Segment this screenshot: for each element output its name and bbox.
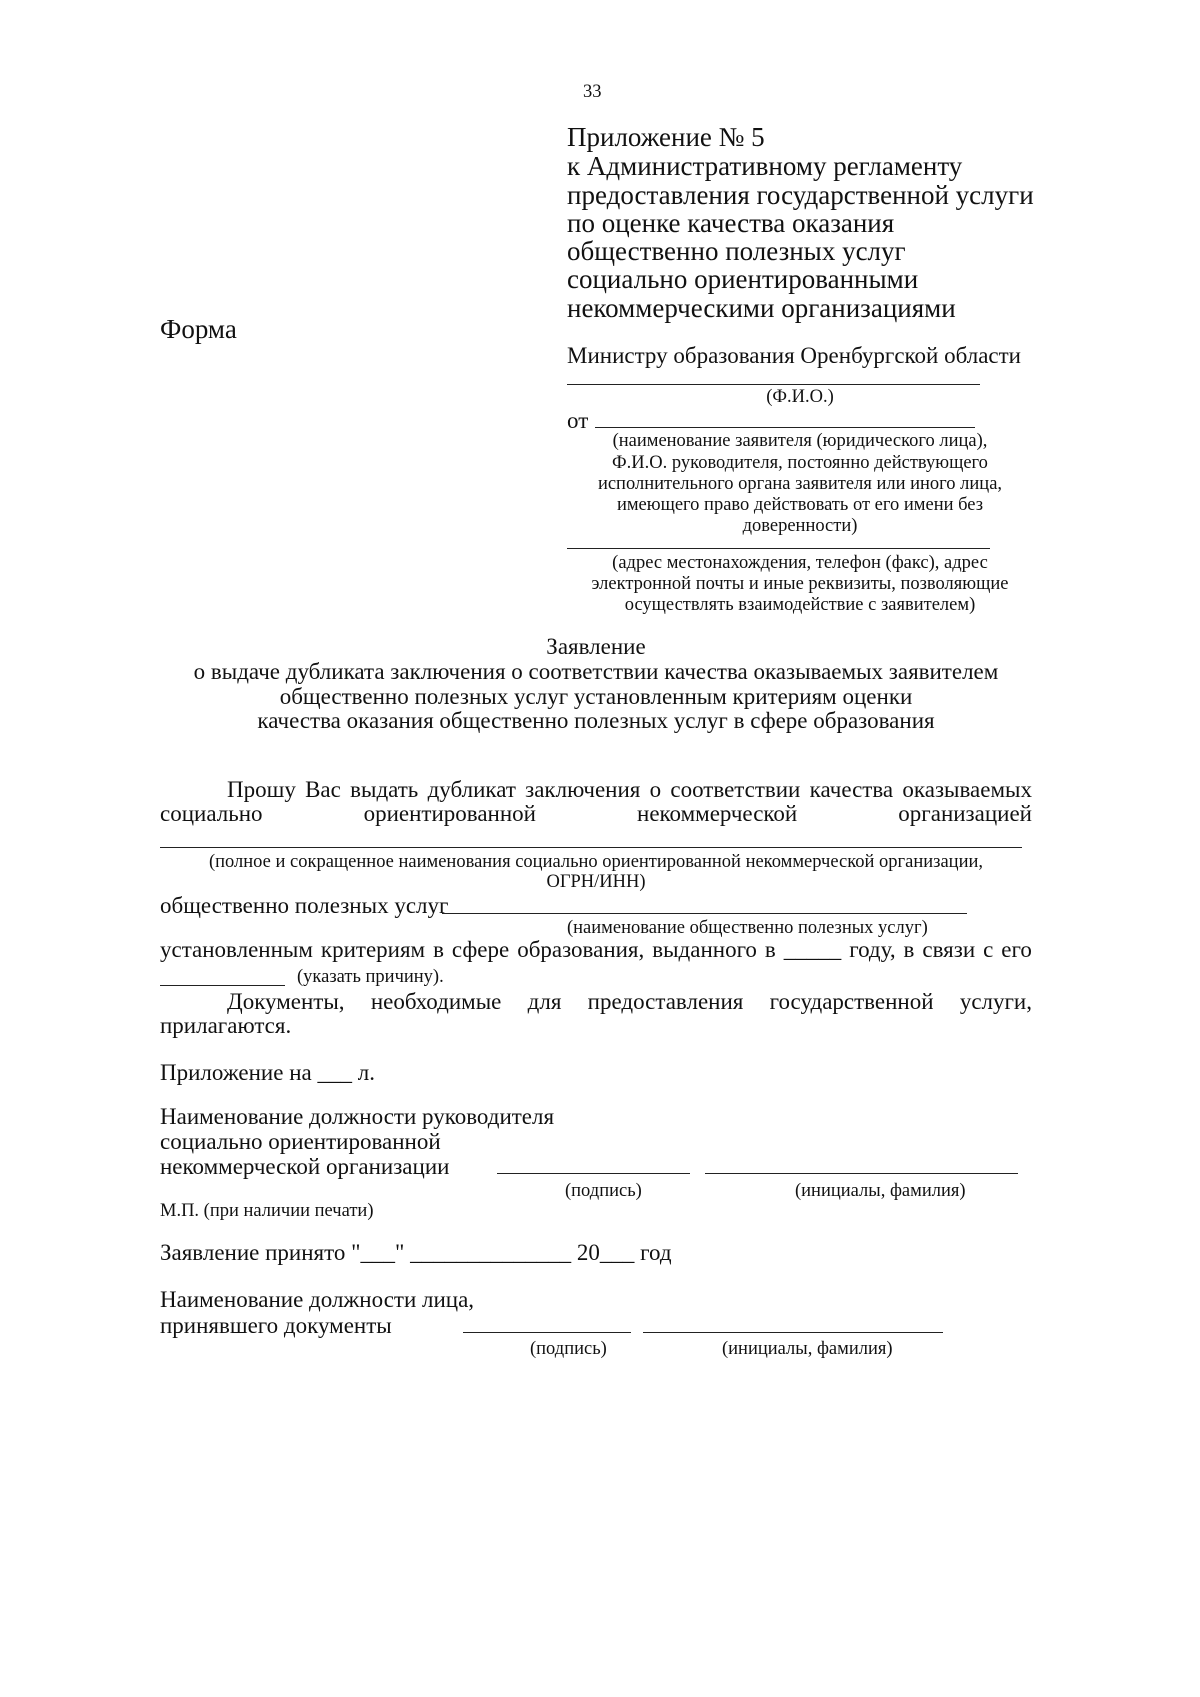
word: выданного [652, 937, 757, 962]
appendix-line: по оценке качества оказания [567, 208, 895, 238]
word: дубликат [427, 777, 516, 802]
word: году, [849, 937, 896, 962]
appendix-line: предоставления государственной услуги [567, 180, 1034, 210]
receiver-name-line [643, 1332, 943, 1333]
word: установленным [160, 937, 313, 962]
word: Прошу [227, 777, 296, 802]
appendix-line: социально ориентированными [567, 264, 919, 294]
word: Документы, [227, 989, 345, 1014]
services-label: общественно полезных услуг [160, 893, 449, 918]
stamp-note: М.П. (при наличии печати) [160, 1201, 374, 1221]
word: некоммерческой [637, 801, 798, 826]
word: предоставления [587, 989, 744, 1014]
word: заключения [525, 777, 641, 802]
from-label: от [567, 408, 589, 433]
head-name-line [705, 1173, 1018, 1174]
head-title-line: некоммерческой организации [160, 1154, 450, 1179]
receiver-title-line: принявшего документы [160, 1313, 392, 1338]
receiver-title-line: Наименование должности лица, [160, 1287, 475, 1312]
services-line [442, 913, 967, 914]
head-title-line: социально ориентированной [160, 1129, 441, 1154]
applicant-line [595, 427, 975, 428]
word: услуги, [959, 989, 1032, 1014]
statement-subtitle: общественно полезных услуг установленным критериям оценки [279, 684, 913, 709]
word: государственной [769, 989, 934, 1014]
addressee-to: Министру образования Оренбургской области [567, 343, 1021, 368]
page-number: 33 [583, 82, 602, 102]
body-line [227, 989, 1032, 1015]
word: организацией [898, 801, 1032, 826]
word: в [903, 937, 915, 962]
word: необходимые [370, 989, 502, 1014]
fio-line [567, 384, 980, 385]
name-caption: (инициалы, фамилия) [722, 1339, 893, 1359]
word: соответствии [670, 777, 801, 802]
reason-line [160, 985, 285, 986]
accepted-line: Заявление принято "___" ______________ 20___ год [160, 1240, 672, 1265]
word: оказываемых [902, 777, 1032, 802]
word: выдать [350, 777, 419, 802]
caption-line: электронной почты и иные реквизиты, позволяющие [591, 574, 1009, 594]
address-line [567, 548, 990, 549]
org-caption: (полное и сокращенное наименования социально ориентированной некоммерческой организации, [208, 852, 984, 872]
caption-line: исполнительного органа заявителя или иного лица, [597, 474, 1003, 494]
org-caption: ОГРН/ИНН) [546, 872, 646, 892]
caption-line: доверенности) [742, 516, 858, 536]
appendix-line: некоммерческими организациями [567, 293, 956, 323]
word: в [764, 937, 776, 962]
word: о [649, 777, 662, 802]
org-name-line [160, 847, 1022, 848]
appendix-line: к Административному регламенту [567, 151, 963, 181]
statement-subtitle: качества оказания общественно полезных услуг в сфере образования [257, 708, 935, 733]
word: его [1001, 937, 1032, 962]
services-caption: (наименование общественно полезных услуг) [567, 918, 928, 938]
form-label: Форма [160, 314, 237, 344]
body-line [160, 937, 1032, 963]
statement-subtitle: о выдаче дубликата заключения о соответствии качества оказываемых заявителем [193, 659, 999, 684]
word: _____ [783, 937, 842, 962]
reason-caption: (указать причину). [297, 967, 444, 987]
caption-line: (адрес местонахождения, телефон (факс), адрес [612, 553, 988, 573]
word: Вас [305, 777, 341, 802]
caption-line: осуществлять взаимодействие с заявителем) [624, 595, 976, 615]
signature-caption: (подпись) [565, 1181, 642, 1201]
body-line [227, 777, 1032, 803]
head-title-line: Наименование должности руководителя [160, 1104, 555, 1129]
caption-line: имеющего право действовать от его имени без [616, 495, 984, 515]
name-caption: (инициалы, фамилия) [795, 1181, 966, 1201]
word: образования, [517, 937, 645, 962]
head-signature-line [497, 1173, 690, 1174]
word: критериям [320, 937, 426, 962]
signature-caption: (подпись) [530, 1339, 607, 1359]
word: для [527, 989, 562, 1014]
word: в [433, 937, 444, 962]
word: связи [922, 937, 976, 962]
receiver-signature-line [463, 1332, 631, 1333]
appendix-line: общественно полезных услуг [567, 236, 906, 266]
caption-line: (наименование заявителя (юридического лица), [612, 431, 988, 451]
statement-title: Заявление [546, 634, 646, 659]
appendix-line: Приложение № 5 [567, 122, 765, 152]
body-line [160, 801, 1032, 827]
word: ориентированной [363, 801, 536, 826]
word: качества [809, 777, 894, 802]
caption-line: Ф.И.О. руководителя, постоянно действующего [612, 453, 988, 473]
word: с [983, 937, 994, 962]
docs-line2: прилагаются. [160, 1013, 292, 1038]
attachment: Приложение на ___ л. [160, 1060, 375, 1085]
word: социально [160, 801, 263, 826]
word: сфере [451, 937, 510, 962]
fio-caption: (Ф.И.О.) [766, 387, 834, 407]
